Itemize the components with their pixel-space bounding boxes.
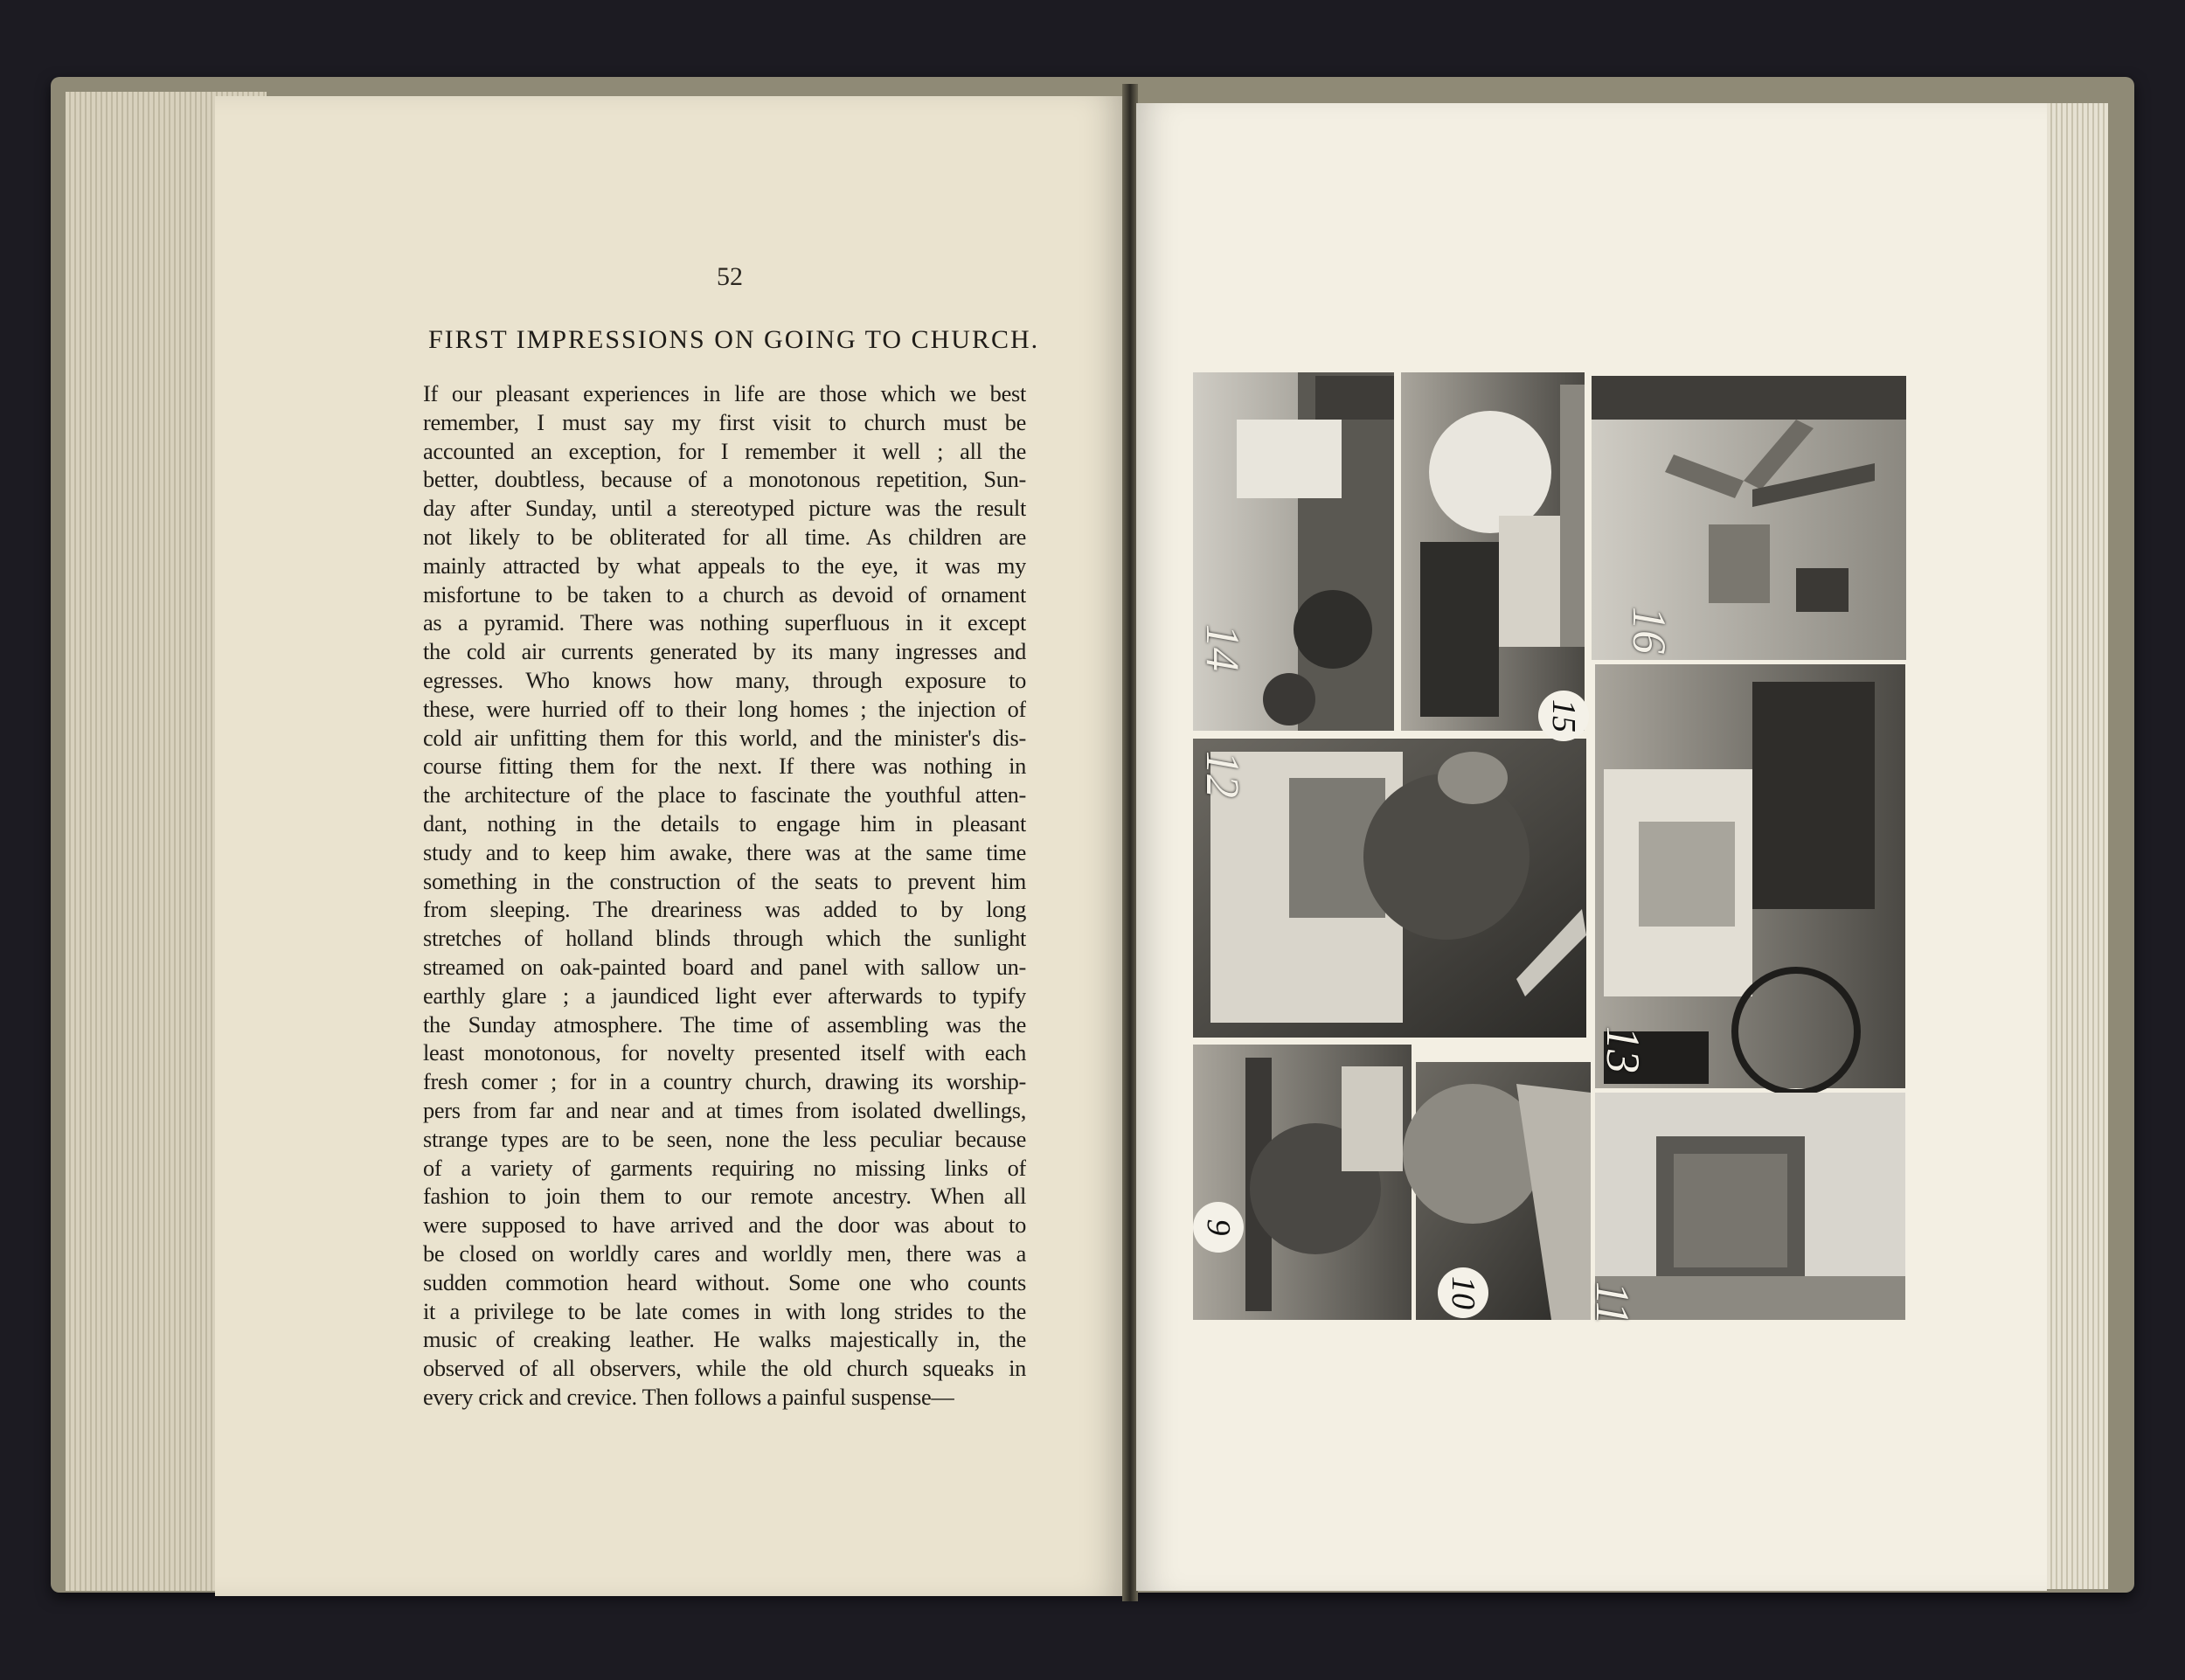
- text-line: accounted an exception, for I remember it well ; all the: [423, 437, 1026, 464]
- text-line: course fitting them for the next. If there was nothing in: [423, 753, 1026, 780]
- photo-15: [1401, 372, 1585, 731]
- text-line: these, were hurried off to their long homes ; the injection of: [423, 695, 1026, 722]
- photo-label-10: 10: [1438, 1267, 1490, 1320]
- text-line: strange types are to be seen, none the less peculiar because: [423, 1125, 1026, 1152]
- page-title: FIRST IMPRESSIONS ON GOING TO CHURCH.: [428, 325, 1040, 354]
- photo-label-13: 13: [1597, 1026, 1649, 1073]
- text-line: stretches of holland blinds through which the sunlight: [423, 925, 1026, 952]
- photo-label-14: 14: [1197, 624, 1249, 671]
- text-line: misfortune to be taken to a church as devoid of ornament: [423, 580, 1026, 607]
- text-line: study and to keep him awake, there was at the same time: [423, 838, 1026, 865]
- right-page-edges: [2036, 103, 2108, 1589]
- text-line: cold air unfitting them for this world, and the minister's dis-: [423, 724, 1026, 751]
- text-line: earthly glare ; a jaundiced light ever afterwards to typify: [423, 982, 1026, 1009]
- text-line: something in the construction of the seats to prevent him: [423, 867, 1026, 894]
- text-line: least monotonous, for novelty presented itself with each: [423, 1039, 1026, 1066]
- photo-label-15: 15: [1538, 691, 1591, 743]
- text-line: the cold air currents generated by its many ingresses and: [423, 638, 1026, 665]
- text-line: from sleeping. The dreariness was added to by long: [423, 896, 1026, 923]
- text-line: sudden commotion heard without. Some one who counts: [423, 1268, 1026, 1295]
- photo-10: [1403, 1062, 1591, 1320]
- photo-label-16: 16: [1623, 607, 1675, 654]
- text-line: it a privilege to be late comes in with long strides to the: [423, 1297, 1026, 1324]
- text-line: as a pyramid. There was nothing superfluous in it except: [423, 609, 1026, 636]
- text-line: day after Sunday, until a stereotyped picture was the result: [423, 495, 1026, 522]
- text-line: If our pleasant experiences in life are those which we best: [423, 380, 1026, 406]
- text-line: of a variety of garments requiring no missing links of: [423, 1154, 1026, 1181]
- text-line: every crick and crevice. Then follows a painful suspense—: [423, 1383, 954, 1410]
- text-line: music of creaking leather. He walks majestically in, the: [423, 1326, 1026, 1353]
- text-line: egresses. Who knows how many, through exposure to: [423, 666, 1026, 693]
- text-line: not likely to be obliterated for all time. As children are: [423, 523, 1026, 550]
- text-line: mainly attracted by what appeals to the eye, it was my: [423, 552, 1026, 579]
- photo-label-9: 9: [1193, 1202, 1245, 1254]
- text-line: the architecture of the place to fascinate the youthful atten-: [423, 781, 1026, 809]
- text-line: observed of all observers, while the old church squeaks in: [423, 1355, 1026, 1382]
- text-line: streamed on oak-painted board and panel with sallow un-: [423, 953, 1026, 980]
- body-text: [423, 379, 1026, 1412]
- text-line: fresh comer ; for in a country church, drawing its worship-: [423, 1068, 1026, 1095]
- text-line: the Sunday atmosphere. The time of assembling was the: [423, 1010, 1026, 1038]
- photo-9: [1193, 1045, 1412, 1320]
- photo-label-12: 12: [1197, 751, 1249, 798]
- photo-plate: [1184, 367, 2006, 1329]
- text-line: remember, I must say my first visit to church must be: [423, 408, 1026, 435]
- text-line: pers from far and near and at times from isolated dwellings,: [423, 1096, 1026, 1123]
- text-line: were supposed to have arrived and the door was about to: [423, 1211, 1026, 1239]
- photo-12: [1193, 739, 1586, 1038]
- text-line: better, doubtless, because of a monotonous repetition, Sun-: [423, 466, 1026, 493]
- page-number: 52: [717, 262, 743, 291]
- photo-label-11: 11: [1586, 1281, 1639, 1325]
- text-line: dant, nothing in the details to engage him in pleasant: [423, 809, 1026, 837]
- text-line: fashion to join them to our remote ancestry. When all: [423, 1183, 1026, 1210]
- text-line: be closed on worldly cares and worldly men, there was a: [423, 1239, 1026, 1267]
